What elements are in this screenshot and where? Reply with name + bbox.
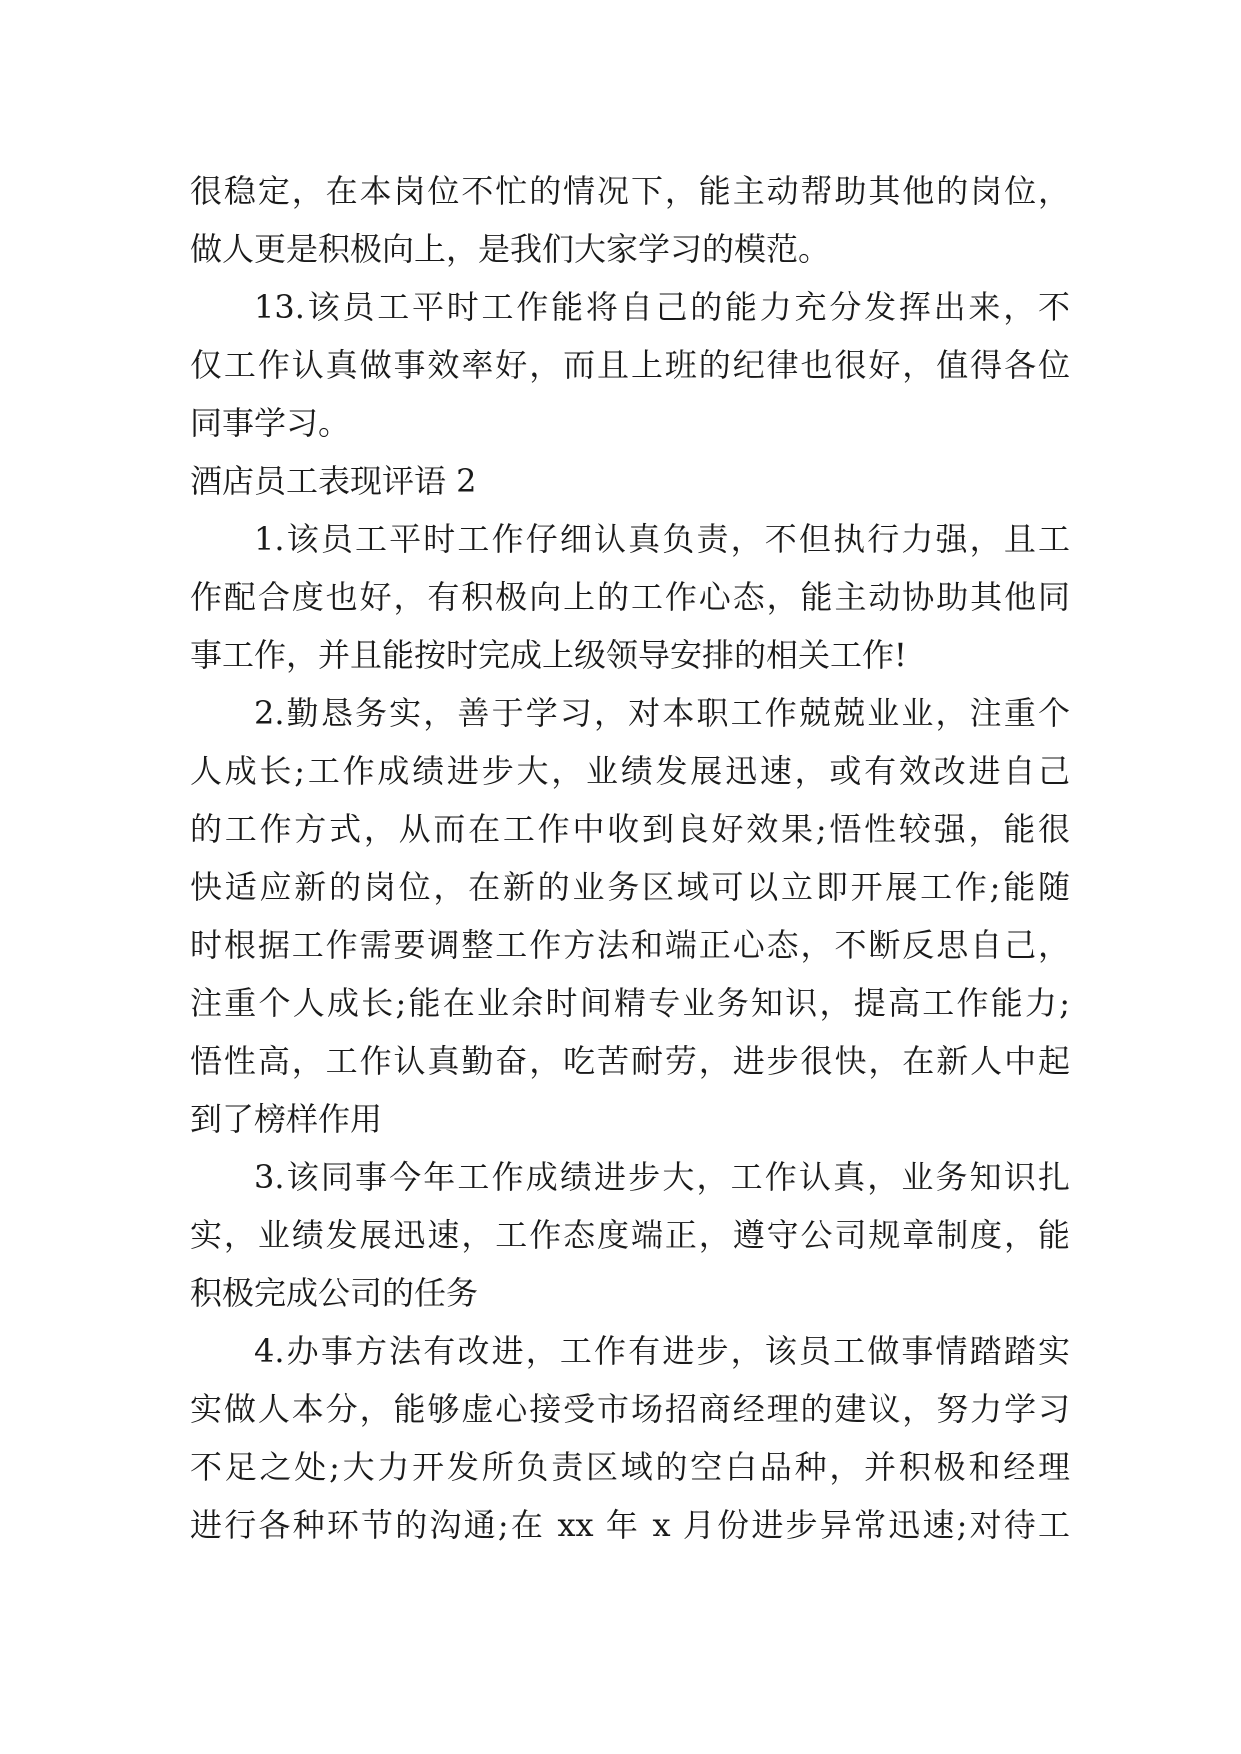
text-line: 悟性高，工作认真勤奋，吃苦耐劳，进步很快，在新人中起 xyxy=(190,1042,1070,1080)
text-line: 进行各种环节的沟通;在 xx 年 x 月份进步异常迅速;对待工 xyxy=(190,1506,1070,1544)
text-line: 做人更是积极向上，是我们大家学习的模范。 xyxy=(190,230,831,268)
text-line: 仅工作认真做事效率好，而且上班的纪律也很好，值得各位 xyxy=(190,346,1070,384)
document-body xyxy=(190,162,1070,1554)
text-line: 2.勤恳务实，善于学习，对本职工作兢兢业业，注重个 xyxy=(254,694,1070,732)
text-line: 的工作方式，从而在工作中收到良好效果;悟性较强，能很 xyxy=(190,810,1070,848)
text-line: 4.办事方法有改进，工作有进步，该员工做事情踏踏实 xyxy=(254,1332,1070,1370)
text-line: 注重个人成长;能在业余时间精专业务知识，提高工作能力; xyxy=(190,984,1070,1022)
text-line: 很稳定，在本岗位不忙的情况下，能主动帮助其他的岗位， xyxy=(190,172,1070,210)
text-line: 13.该员工平时工作能将自己的能力充分发挥出来，不 xyxy=(254,288,1070,326)
section-heading: 酒店员工表现评语 2 xyxy=(190,462,477,500)
text-line: 同事学习。 xyxy=(190,404,351,442)
text-line: 实做人本分，能够虚心接受市场招商经理的建议，努力学习 xyxy=(190,1390,1070,1428)
text-line: 不足之处;大力开发所负责区域的空白品种，并积极和经理 xyxy=(190,1448,1070,1486)
text-line: 1.该员工平时工作仔细认真负责，不但执行力强，且工 xyxy=(254,520,1070,558)
text-line: 积极完成公司的任务 xyxy=(190,1274,479,1312)
text-line: 作配合度也好，有积极向上的工作心态，能主动协助其他同 xyxy=(190,578,1070,616)
text-line: 人成长;工作成绩进步大，业绩发展迅速，或有效改进自己 xyxy=(190,752,1070,790)
text-line: 快适应新的岗位，在新的业务区域可以立即开展工作;能随 xyxy=(190,868,1070,906)
text-line: 事工作，并且能按时完成上级领导安排的相关工作! xyxy=(190,636,907,674)
text-line: 实，业绩发展迅速，工作态度端正，遵守公司规章制度，能 xyxy=(190,1216,1070,1254)
text-line: 3.该同事今年工作成绩进步大，工作认真，业务知识扎 xyxy=(254,1158,1070,1196)
text-line: 到了榜样作用 xyxy=(190,1100,383,1138)
text-line: 时根据工作需要调整工作方法和端正心态，不断反思自己， xyxy=(190,926,1070,964)
